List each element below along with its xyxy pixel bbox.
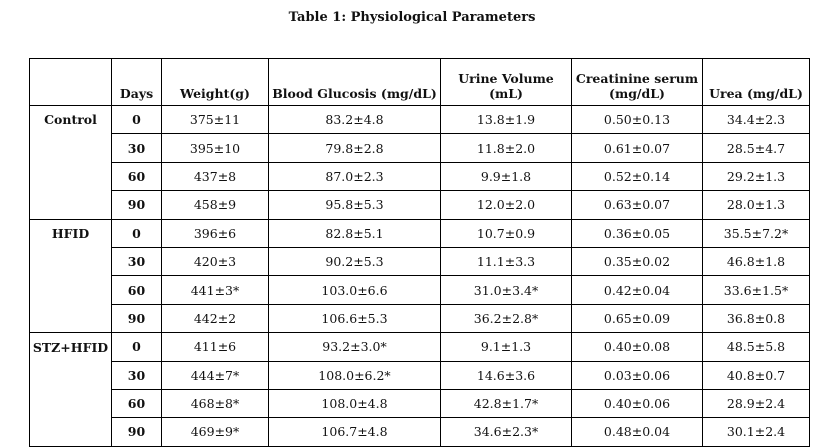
group-cell bbox=[30, 361, 112, 389]
table-row bbox=[30, 276, 810, 304]
weight-cell: 441±3* bbox=[162, 276, 269, 304]
glucose-cell: 82.8±5.1 bbox=[269, 219, 441, 247]
urine-cell: 12.0±2.0 bbox=[441, 191, 572, 219]
group-label: Control bbox=[30, 106, 112, 134]
weight-cell: 395±10 bbox=[162, 134, 269, 162]
weight-cell: 437±8 bbox=[162, 162, 269, 190]
day-cell: 0 bbox=[112, 106, 162, 134]
group-cell bbox=[30, 247, 112, 275]
urine-cell: 10.7±0.9 bbox=[441, 219, 572, 247]
urea-cell: 36.8±0.8 bbox=[703, 304, 810, 332]
weight-cell: 442±2 bbox=[162, 304, 269, 332]
creatinine-cell: 0.48±0.04 bbox=[572, 418, 703, 446]
header-weight: Weight(g) bbox=[162, 59, 269, 106]
header-urine: Urine Volume (mL) bbox=[441, 59, 572, 106]
weight-cell: 396±6 bbox=[162, 219, 269, 247]
day-cell: 60 bbox=[112, 162, 162, 190]
header-creatinine bbox=[572, 59, 703, 106]
glucose-cell: 93.2±3.0* bbox=[269, 333, 441, 361]
day-cell: 0 bbox=[112, 333, 162, 361]
header-days: Days bbox=[112, 59, 162, 106]
urea-cell: 34.4±2.3 bbox=[703, 106, 810, 134]
header-urea: Urea (mg/dL) bbox=[703, 59, 810, 106]
table-row bbox=[30, 162, 810, 190]
glucose-cell: 83.2±4.8 bbox=[269, 106, 441, 134]
urine-cell: 31.0±3.4* bbox=[441, 276, 572, 304]
table-row bbox=[30, 219, 810, 247]
urine-cell: 13.8±1.9 bbox=[441, 106, 572, 134]
day-cell: 60 bbox=[112, 276, 162, 304]
header-group bbox=[30, 59, 112, 106]
urea-cell: 46.8±1.8 bbox=[703, 247, 810, 275]
creatinine-cell: 0.63±0.07 bbox=[572, 191, 703, 219]
header-row bbox=[30, 59, 810, 106]
urine-cell: 9.1±1.3 bbox=[441, 333, 572, 361]
table-row bbox=[30, 304, 810, 332]
urea-cell: 28.0±1.3 bbox=[703, 191, 810, 219]
creatinine-cell: 0.03±0.06 bbox=[572, 361, 703, 389]
day-cell: 30 bbox=[112, 247, 162, 275]
table-row bbox=[30, 333, 810, 361]
weight-cell: 411±6 bbox=[162, 333, 269, 361]
creatinine-cell: 0.50±0.13 bbox=[572, 106, 703, 134]
urine-cell: 34.6±2.3* bbox=[441, 418, 572, 446]
physiological-parameters-table bbox=[29, 58, 810, 447]
group-label: STZ+HFID bbox=[30, 333, 112, 361]
group-cell bbox=[30, 134, 112, 162]
day-cell: 0 bbox=[112, 219, 162, 247]
urine-cell: 11.8±2.0 bbox=[441, 134, 572, 162]
header-creatinine-line2: (mg/dL) bbox=[609, 86, 665, 102]
creatinine-cell: 0.65±0.09 bbox=[572, 304, 703, 332]
creatinine-cell: 0.36±0.05 bbox=[572, 219, 703, 247]
urea-cell: 35.5±7.2* bbox=[703, 219, 810, 247]
header-creatinine-line1: Creatinine serum bbox=[575, 70, 699, 86]
weight-cell: 468±8* bbox=[162, 389, 269, 417]
table-title: Table 1: Physiological Parameters bbox=[288, 10, 536, 25]
day-cell: 60 bbox=[112, 389, 162, 417]
urea-cell: 29.2±1.3 bbox=[703, 162, 810, 190]
urea-cell: 48.5±5.8 bbox=[703, 333, 810, 361]
urea-cell: 33.6±1.5* bbox=[703, 276, 810, 304]
urine-cell: 14.6±3.6 bbox=[441, 361, 572, 389]
table-row bbox=[30, 389, 810, 417]
glucose-cell: 108.0±4.8 bbox=[269, 389, 441, 417]
urine-cell: 42.8±1.7* bbox=[441, 389, 572, 417]
table-row bbox=[30, 106, 810, 134]
header-glucose: Blood Glucosis (mg/dL) bbox=[269, 59, 441, 106]
group-label: HFID bbox=[30, 219, 112, 247]
day-cell: 30 bbox=[112, 134, 162, 162]
weight-cell: 444±7* bbox=[162, 361, 269, 389]
urea-cell: 30.1±2.4 bbox=[703, 418, 810, 446]
urea-cell: 28.9±2.4 bbox=[703, 389, 810, 417]
urine-cell: 9.9±1.8 bbox=[441, 162, 572, 190]
glucose-cell: 106.6±5.3 bbox=[269, 304, 441, 332]
creatinine-cell: 0.61±0.07 bbox=[572, 134, 703, 162]
group-cell bbox=[30, 191, 112, 219]
table-row bbox=[30, 361, 810, 389]
table-row bbox=[30, 134, 810, 162]
table-body bbox=[30, 106, 810, 447]
group-cell bbox=[30, 276, 112, 304]
table-row bbox=[30, 191, 810, 219]
glucose-cell: 87.0±2.3 bbox=[269, 162, 441, 190]
table-row bbox=[30, 247, 810, 275]
urine-cell: 11.1±3.3 bbox=[441, 247, 572, 275]
glucose-cell: 90.2±5.3 bbox=[269, 247, 441, 275]
day-cell: 90 bbox=[112, 418, 162, 446]
day-cell: 30 bbox=[112, 361, 162, 389]
creatinine-cell: 0.40±0.06 bbox=[572, 389, 703, 417]
weight-cell: 420±3 bbox=[162, 247, 269, 275]
group-cell bbox=[30, 389, 112, 417]
glucose-cell: 79.8±2.8 bbox=[269, 134, 441, 162]
urine-cell: 36.2±2.8* bbox=[441, 304, 572, 332]
day-cell: 90 bbox=[112, 191, 162, 219]
weight-cell: 458±9 bbox=[162, 191, 269, 219]
glucose-cell: 106.7±4.8 bbox=[269, 418, 441, 446]
urea-cell: 28.5±4.7 bbox=[703, 134, 810, 162]
glucose-cell: 103.0±6.6 bbox=[269, 276, 441, 304]
weight-cell: 375±11 bbox=[162, 106, 269, 134]
group-cell bbox=[30, 304, 112, 332]
glucose-cell: 95.8±5.3 bbox=[269, 191, 441, 219]
weight-cell: 469±9* bbox=[162, 418, 269, 446]
creatinine-cell: 0.42±0.04 bbox=[572, 276, 703, 304]
group-cell bbox=[30, 162, 112, 190]
urea-cell: 40.8±0.7 bbox=[703, 361, 810, 389]
creatinine-cell: 0.52±0.14 bbox=[572, 162, 703, 190]
creatinine-cell: 0.40±0.08 bbox=[572, 333, 703, 361]
day-cell: 90 bbox=[112, 304, 162, 332]
creatinine-cell: 0.35±0.02 bbox=[572, 247, 703, 275]
glucose-cell: 108.0±6.2* bbox=[269, 361, 441, 389]
